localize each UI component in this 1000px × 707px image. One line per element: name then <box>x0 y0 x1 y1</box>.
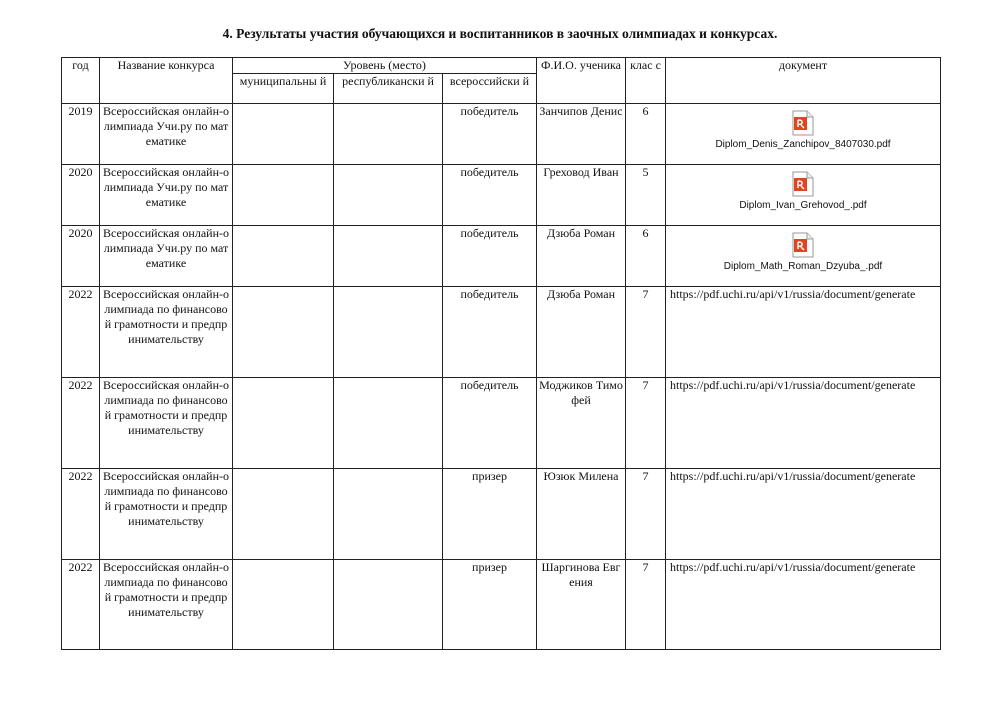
cell-contest: Всероссийская онлайн-олимпиада по финансовой грамотности и предпринимательству <box>100 378 233 469</box>
cell-student: Дзюба Роман <box>537 287 626 378</box>
cell-municipal <box>233 226 334 287</box>
table-row <box>62 226 941 287</box>
pdf-filename[interactable]: Diplom_Ivan_Grehovod_.pdf <box>739 200 867 211</box>
cell-student: Юзюк Милена <box>537 469 626 560</box>
cell-document <box>666 165 941 226</box>
cell-republican <box>334 165 443 226</box>
cell-contest: Всероссийская онлайн-олимпиада Учи.ру по математике <box>100 165 233 226</box>
cell-student: Греховод Иван <box>537 165 626 226</box>
pdf-filename[interactable]: Diplom_Math_Roman_Dzyuba_.pdf <box>723 261 883 272</box>
cell-contest: Всероссийская онлайн-олимпиада Учи.ру по математике <box>100 104 233 165</box>
header-document: документ <box>666 58 941 104</box>
header-level: Уровень (место) <box>233 58 537 74</box>
header-contest: Название конкурса <box>100 58 233 104</box>
table-row <box>62 378 941 469</box>
cell-all-russian: победитель <box>443 165 537 226</box>
cell-document-link[interactable]: https://pdf.uchi.ru/api/v1/russia/document/generate <box>666 469 941 560</box>
cell-year: 2020 <box>62 226 100 287</box>
table-row <box>62 469 941 560</box>
cell-grade: 7 <box>626 560 666 650</box>
cell-year: 2022 <box>62 287 100 378</box>
cell-document-link[interactable]: https://pdf.uchi.ru/api/v1/russia/document/generate <box>666 378 941 469</box>
cell-republican <box>334 560 443 650</box>
cell-republican <box>334 287 443 378</box>
cell-all-russian: победитель <box>443 104 537 165</box>
cell-document <box>666 226 941 287</box>
cell-student: Шаргинова Евгения <box>537 560 626 650</box>
cell-document-link[interactable]: https://pdf.uchi.ru/api/v1/russia/document/generate <box>666 560 941 650</box>
cell-all-russian: победитель <box>443 287 537 378</box>
cell-student: Дзюба Роман <box>537 226 626 287</box>
cell-contest: Всероссийская онлайн-олимпиада Учи.ру по математике <box>100 226 233 287</box>
pdf-file-icon <box>792 171 814 197</box>
cell-republican <box>334 378 443 469</box>
cell-all-russian: призер <box>443 560 537 650</box>
cell-all-russian: призер <box>443 469 537 560</box>
cell-grade: 7 <box>626 469 666 560</box>
cell-contest: Всероссийская онлайн-олимпиада по финансовой грамотности и предпринимательству <box>100 287 233 378</box>
pdf-file-icon <box>792 110 814 136</box>
header-student: Ф.И.О. ученика <box>537 58 626 104</box>
cell-all-russian: победитель <box>443 226 537 287</box>
cell-document <box>666 104 941 165</box>
pdf-attachment[interactable] <box>668 104 938 151</box>
cell-year: 2022 <box>62 378 100 469</box>
cell-municipal <box>233 287 334 378</box>
header-municipal: муниципальны й <box>233 74 334 104</box>
cell-grade: 7 <box>626 287 666 378</box>
cell-student: Занчипов Денис <box>537 104 626 165</box>
pdf-attachment[interactable] <box>668 226 938 273</box>
cell-municipal <box>233 560 334 650</box>
cell-grade: 7 <box>626 378 666 469</box>
cell-contest: Всероссийская онлайн-олимпиада по финансовой грамотности и предпринимательству <box>100 469 233 560</box>
header-republican: республикански й <box>334 74 443 104</box>
pdf-attachment[interactable] <box>668 165 938 212</box>
cell-year: 2020 <box>62 165 100 226</box>
table-row <box>62 104 941 165</box>
cell-document-link[interactable]: https://pdf.uchi.ru/api/v1/russia/document/generate <box>666 287 941 378</box>
cell-all-russian: победитель <box>443 378 537 469</box>
cell-year: 2022 <box>62 560 100 650</box>
cell-year: 2019 <box>62 104 100 165</box>
cell-grade: 5 <box>626 165 666 226</box>
pdf-file-icon <box>792 232 814 258</box>
header-all-russian: всероссийски й <box>443 74 537 104</box>
header-grade: клас с <box>626 58 666 104</box>
cell-year: 2022 <box>62 469 100 560</box>
cell-municipal <box>233 104 334 165</box>
pdf-filename[interactable]: Diplom_Denis_Zanchipov_8407030.pdf <box>715 139 891 150</box>
cell-republican <box>334 469 443 560</box>
results-table <box>61 57 941 650</box>
cell-municipal <box>233 165 334 226</box>
cell-grade: 6 <box>626 104 666 165</box>
table-row <box>62 287 941 378</box>
header-year: год <box>62 58 100 104</box>
cell-contest: Всероссийская онлайн-олимпиада по финансовой грамотности и предпринимательству <box>100 560 233 650</box>
page-title: 4. Результаты участия обучающихся и воспитанников в заочных олимпиадах и конкурсах. <box>222 26 778 41</box>
cell-grade: 6 <box>626 226 666 287</box>
cell-municipal <box>233 378 334 469</box>
cell-republican <box>334 104 443 165</box>
table-row <box>62 165 941 226</box>
table-row <box>62 560 941 650</box>
cell-student: Моджиков Тимофей <box>537 378 626 469</box>
cell-republican <box>334 226 443 287</box>
cell-municipal <box>233 469 334 560</box>
